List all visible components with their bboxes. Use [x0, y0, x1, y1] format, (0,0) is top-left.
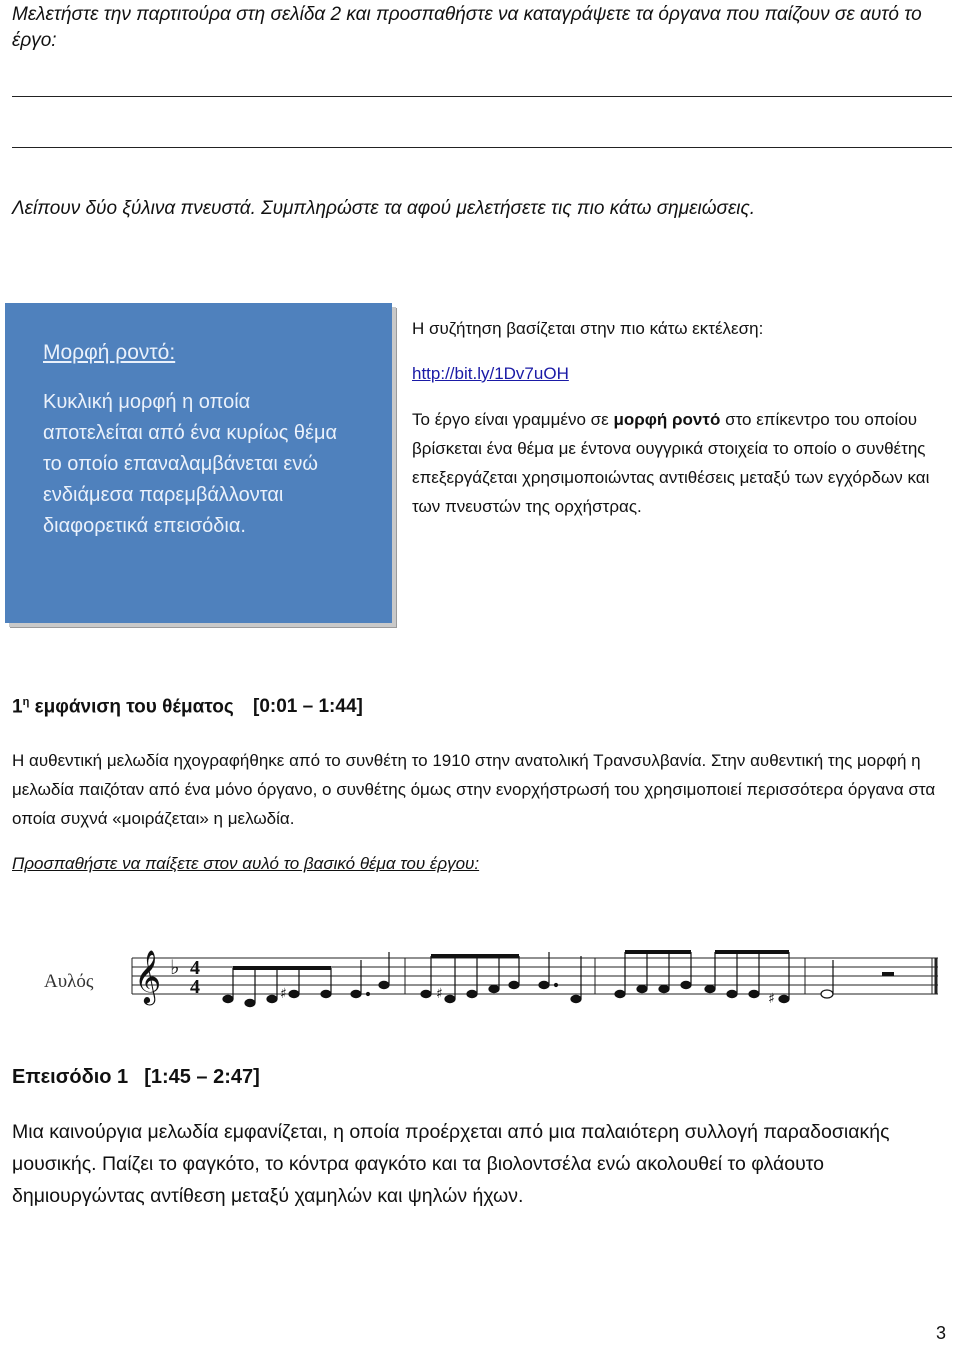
- discussion-block: [412, 314, 947, 521]
- performance-link[interactable]: http://bit.ly/1Dv7uOH: [412, 364, 569, 383]
- discussion-intro: Η συζήτηση βασίζεται στην πιο κάτω εκτέλεση:: [412, 319, 764, 338]
- theme-notes: [223, 952, 894, 1007]
- callout-body: Κυκλική μορφή η οποία αποτελείται από ένα κυρίως θέμα το οποίο επαναλαμβάνεται ενώ ενδιάμεσα παρεμβάλλονται διαφορετικά επεισόδια.: [43, 391, 338, 537]
- instrument-label: Αυλός: [44, 971, 94, 992]
- answer-line-1[interactable]: [12, 96, 952, 97]
- svg-text:♯: ♯: [436, 986, 443, 1002]
- flute-instruction: Προσπαθήστε να παίξετε στον αυλό το βασικό θέμα του έργου:: [12, 854, 480, 873]
- flute-score: [40, 930, 940, 1020]
- rondo-bold: μορφή ροντό: [613, 410, 721, 429]
- episode1-heading: Επεισόδιο 1 [1:45 – 2:47]: [12, 1066, 260, 1088]
- callout-title: Μορφή ροντό:: [43, 341, 176, 364]
- treble-clef-icon: 𝄞: [134, 949, 162, 1003]
- page-number: 3: [935, 1323, 946, 1343]
- time-sig-bottom: 4: [190, 976, 200, 998]
- svg-text:♯: ♯: [768, 991, 775, 1007]
- time-sig-top: 4: [190, 957, 200, 979]
- svg-text:♯: ♯: [280, 986, 287, 1002]
- episode1-text: Μια καινούργια μελωδία εμφανίζεται, η οποία προέρχεται από μια παλαιότερη συλλογή παραδοσιακής μουσικής. Παίζει το φαγκότο, το κόντρα φαγκότο και τα βιολοντσέλα ενώ ακολουθεί το φλάουτο δημιουργώντας αντίθεση μεταξύ χαμηλών και ψηλών ήχων.: [12, 1121, 890, 1207]
- staff-notation: [40, 930, 940, 1020]
- missing-note: Λείπουν δύο ξύλινα πνευστά. Συμπληρώστε τα αφού μελετήσετε τις πιο κάτω σημειώσεις.: [12, 198, 756, 219]
- rondo-callout: [5, 303, 392, 623]
- discussion-text: Το έργο είναι γραμμένο σε μορφή ροντό στο επίκεντρο του οποίου βρίσκεται ένα θέμα με έντονα ουγγρικά στοιχεία το οποίο ο συνθέτης επεξεργάζεται χρησιμοποιώντας αντιθέσεις μεταξύ των εγχόρδων και των πνευστών της ορχήστρας.: [412, 410, 930, 516]
- flat-icon: ♭: [170, 955, 180, 979]
- section1-text: Η αυθεντική μελωδία ηχογραφήθηκε από το συνθέτη το 1910 στην ανατολική Τρανσυλβανία. Στην αυθεντική της μορφή η μελωδία παιζόταν από ένα μόνο όργανο, ο συνθέτης όμως στην ενορχήστρωσή του χρησιμοποιεί περισσότερα όργανα στα οποία συχνά «μοιράζεται» η μελωδία.: [12, 751, 936, 828]
- answer-line-2[interactable]: [12, 147, 952, 148]
- intro-question: Μελετήστε την παρτιτούρα στη σελίδα 2 και προσπαθήστε να καταγράψετε τα όργανα που παίζουν σε αυτό το έργο:: [12, 4, 922, 51]
- section1-heading: $1^\eta$ εμφάνιση του θέματος [0:01 – 1:44]: [12, 696, 363, 718]
